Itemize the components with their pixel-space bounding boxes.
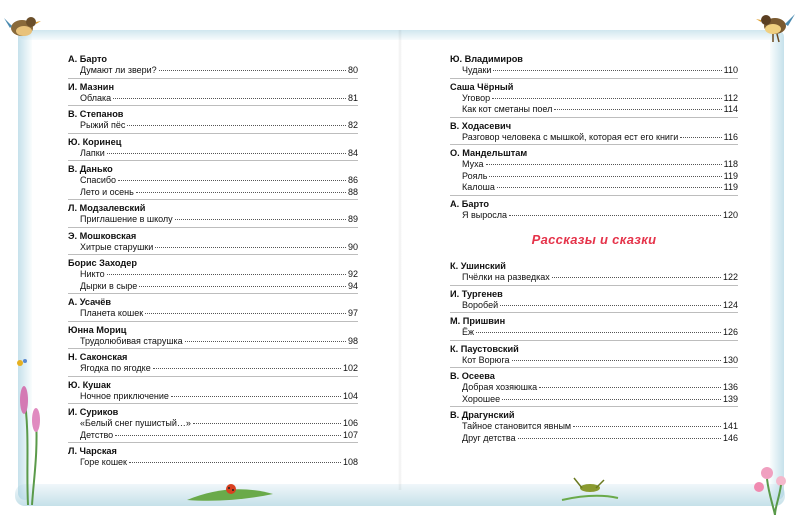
page-number: 102 xyxy=(342,363,358,373)
dot-leader xyxy=(127,125,346,126)
author-block xyxy=(450,285,738,312)
page-number: 146 xyxy=(722,432,738,443)
author-name: А. Барто xyxy=(450,198,489,209)
author-name: М. Пришвин xyxy=(450,316,506,326)
toc-entry[interactable] xyxy=(450,272,738,284)
author-name: К. Ушинский xyxy=(450,261,506,271)
dot-leader xyxy=(171,396,341,397)
author-name: Борис Заходер xyxy=(68,258,137,268)
entry-title: Ёж xyxy=(462,327,475,337)
dot-leader xyxy=(539,387,721,388)
entry-title: Чудаки xyxy=(462,65,492,75)
page-number: 112 xyxy=(723,92,738,103)
author-block xyxy=(68,321,358,348)
author-name: И. Суриков xyxy=(68,407,119,417)
dot-leader xyxy=(153,368,341,369)
page-number: 107 xyxy=(342,429,358,440)
page-number: 88 xyxy=(347,186,358,197)
toc-entry[interactable] xyxy=(68,418,358,430)
entry-title: Пчёлки на разведках xyxy=(462,272,550,282)
dot-leader xyxy=(107,274,346,275)
author-block xyxy=(450,117,738,144)
entry-title: Детство xyxy=(80,429,114,440)
dot-leader xyxy=(185,341,346,342)
dot-leader xyxy=(500,305,721,306)
author-block xyxy=(68,51,358,77)
toc-entry[interactable] xyxy=(68,242,358,254)
page-number: 130 xyxy=(722,354,738,365)
author-name: В. Данько xyxy=(68,164,113,174)
dot-leader xyxy=(175,219,346,220)
dot-leader xyxy=(680,137,721,138)
entry-title: Калоша xyxy=(462,182,495,192)
page-number: 89 xyxy=(347,214,358,224)
author-name: Ю. Коринец xyxy=(68,136,122,147)
author-block xyxy=(450,51,738,77)
toc-entry[interactable] xyxy=(68,336,358,348)
entry-title: Никто xyxy=(80,269,105,279)
dot-leader xyxy=(518,438,721,439)
dot-leader xyxy=(155,247,346,248)
author-block xyxy=(450,340,738,367)
dot-leader xyxy=(552,277,721,278)
page-number: 139 xyxy=(722,393,738,404)
entry-title: Рыжий пёс xyxy=(80,120,126,130)
author-block xyxy=(450,367,738,405)
contents-right-column xyxy=(450,50,738,444)
page-number: 124 xyxy=(722,299,738,310)
toc-entry[interactable] xyxy=(450,300,738,312)
author-name: Л. Чарская xyxy=(68,446,117,456)
toc-entry[interactable] xyxy=(450,210,738,222)
dot-leader xyxy=(502,399,721,400)
entry-title: Лапки xyxy=(80,147,105,158)
toc-entry[interactable] xyxy=(450,421,738,433)
page-number: 119 xyxy=(723,182,738,192)
page-number: 98 xyxy=(347,335,358,346)
toc-entry[interactable] xyxy=(68,120,358,132)
author-block xyxy=(450,258,738,284)
author-name: В. Осеева xyxy=(450,371,495,381)
entry-title: Муха xyxy=(462,159,484,169)
toc-entry[interactable] xyxy=(450,182,738,194)
grasshopper-icon xyxy=(560,474,620,504)
entry-title: Хитрые старушки xyxy=(80,241,154,252)
toc-entry[interactable] xyxy=(68,308,358,320)
flowers-right-icon xyxy=(745,455,800,515)
author-block xyxy=(450,406,738,444)
entry-title: Рояль xyxy=(462,170,488,181)
author-block xyxy=(68,105,358,132)
toc-entry[interactable] xyxy=(450,355,738,367)
toc-entry[interactable] xyxy=(68,391,358,403)
section-heading xyxy=(450,221,738,257)
author-block xyxy=(68,133,358,160)
dot-leader xyxy=(492,98,722,99)
entry-title: Ночное приключение xyxy=(80,390,169,401)
entry-title: Спасибо xyxy=(80,175,117,185)
toc-entry[interactable] xyxy=(450,327,738,339)
entry-title: Как кот сметаны поел xyxy=(462,104,553,114)
author-block xyxy=(68,227,358,254)
page-number: 81 xyxy=(347,92,358,103)
page-number: 82 xyxy=(347,120,358,130)
toc-entry[interactable] xyxy=(68,281,358,293)
author-name: Ю. Владимиров xyxy=(450,54,523,64)
author-name: Л. Модзалевский xyxy=(68,203,146,213)
entry-title: Лето и осень xyxy=(80,186,134,197)
dot-leader xyxy=(145,313,346,314)
dot-leader xyxy=(118,180,346,181)
toc-entry[interactable] xyxy=(450,433,738,445)
page-number: 122 xyxy=(722,272,738,282)
entry-title: Облака xyxy=(80,92,112,103)
dot-leader xyxy=(139,286,346,287)
author-block xyxy=(68,254,358,292)
author-name: В. Драгунский xyxy=(450,410,515,420)
author-block xyxy=(450,78,738,116)
entry-title: Разговор человека с мышкой, которая ест его книги xyxy=(462,131,679,142)
entry-title: Планета кошек xyxy=(80,308,144,318)
page-number: 110 xyxy=(723,65,738,75)
toc-entry[interactable] xyxy=(450,382,738,394)
toc-entry[interactable] xyxy=(68,148,358,160)
author-block xyxy=(450,312,738,339)
toc-entry[interactable] xyxy=(68,65,358,77)
ladybug-leaf-icon xyxy=(185,480,275,504)
toc-entry[interactable] xyxy=(68,430,358,442)
toc-entry[interactable] xyxy=(450,93,738,105)
entry-title: Уговор xyxy=(462,92,491,103)
author-name: О. Мандельштам xyxy=(450,148,528,158)
page-gutter xyxy=(398,30,402,490)
dot-leader xyxy=(193,423,341,424)
toc-entry[interactable] xyxy=(68,93,358,105)
entry-title: Кот Ворюга xyxy=(462,354,510,365)
author-name: А. Барто xyxy=(68,54,107,64)
entry-title: Дырки в сыре xyxy=(80,280,138,291)
author-name: Юнна Мориц xyxy=(68,324,127,335)
page-number: 114 xyxy=(723,104,738,114)
entry-title: Ягодка по ягодке xyxy=(80,363,151,373)
author-block xyxy=(450,144,738,194)
toc-entry[interactable] xyxy=(450,65,738,77)
page-number: 104 xyxy=(342,390,358,401)
dot-leader xyxy=(129,462,341,463)
page-number: 84 xyxy=(347,147,358,158)
author-block xyxy=(68,78,358,105)
author-block xyxy=(68,442,358,469)
entry-title: Приглашение в школу xyxy=(80,214,173,224)
page-number: 97 xyxy=(347,308,358,318)
author-block xyxy=(68,199,358,226)
entry-title: Думают ли звери? xyxy=(80,65,157,75)
entry-title: Хорошее xyxy=(462,393,501,404)
toc-entry[interactable] xyxy=(68,187,358,199)
dot-leader xyxy=(489,176,721,177)
toc-entry[interactable] xyxy=(450,171,738,183)
toc-entry[interactable] xyxy=(450,159,738,171)
page-number: 120 xyxy=(722,209,738,220)
entry-title: Добрая хозяюшка xyxy=(462,382,538,392)
dot-leader xyxy=(554,109,721,110)
author-name: Н. Саконская xyxy=(68,352,128,362)
author-name: Э. Мошковская xyxy=(68,230,137,241)
right-bottom-list xyxy=(450,258,738,444)
page-number: 108 xyxy=(342,457,358,467)
page-number: 94 xyxy=(347,280,358,291)
author-block xyxy=(68,293,358,320)
toc-entry[interactable] xyxy=(68,457,358,469)
toc-entry[interactable] xyxy=(68,269,358,281)
section-heading-text: Рассказы и сказки xyxy=(531,231,657,247)
flowers-left-icon xyxy=(8,355,48,505)
toc-entry[interactable] xyxy=(450,132,738,144)
author-name: Ю. Кушак xyxy=(68,379,111,390)
author-block xyxy=(68,348,358,375)
dot-leader xyxy=(159,70,346,71)
dot-leader xyxy=(486,164,722,165)
page-number: 118 xyxy=(723,159,738,169)
author-name: К. Паустовский xyxy=(450,343,519,354)
bird-top-right-icon xyxy=(755,6,797,44)
toc-entry[interactable] xyxy=(68,214,358,226)
entry-title: «Белый снег пушистый…» xyxy=(80,418,191,428)
dot-leader xyxy=(115,435,341,436)
entry-title: Тайное становится явным xyxy=(462,421,572,431)
author-block xyxy=(68,403,358,441)
right-top-list xyxy=(450,51,738,221)
page-number: 92 xyxy=(347,269,358,279)
author-block xyxy=(68,160,358,198)
entry-title: Друг детства xyxy=(462,432,516,443)
bird-top-left-icon xyxy=(2,8,42,44)
page-number: 80 xyxy=(347,65,358,75)
page-number: 126 xyxy=(722,327,738,337)
entry-title: Я выросла xyxy=(462,209,508,220)
dot-leader xyxy=(113,98,346,99)
author-block xyxy=(450,195,738,222)
author-name: А. Усачёв xyxy=(68,297,112,307)
dot-leader xyxy=(136,192,346,193)
author-name: В. Ходасевич xyxy=(450,120,512,131)
page-number: 86 xyxy=(347,175,358,185)
frame-right xyxy=(770,30,784,500)
page-number: 116 xyxy=(723,131,738,142)
dot-leader xyxy=(573,426,721,427)
author-name: И. Тургенев xyxy=(450,288,503,299)
dot-leader xyxy=(509,215,721,216)
toc-entry[interactable] xyxy=(450,104,738,116)
page-number: 119 xyxy=(723,170,738,181)
toc-entry[interactable] xyxy=(450,394,738,406)
page-number: 136 xyxy=(722,382,738,392)
author-name: И. Мазнин xyxy=(68,81,115,92)
dot-leader xyxy=(107,153,346,154)
toc-entry[interactable] xyxy=(68,363,358,375)
toc-entry[interactable] xyxy=(68,175,358,187)
contents-left-column xyxy=(68,50,358,469)
entry-title: Трудолюбивая старушка xyxy=(80,335,183,346)
author-name: В. Степанов xyxy=(68,109,124,119)
dot-leader xyxy=(476,332,721,333)
page-number: 106 xyxy=(342,418,358,428)
dot-leader xyxy=(493,70,721,71)
page-number: 90 xyxy=(347,241,358,252)
entry-title: Горе кошек xyxy=(80,457,127,467)
author-block xyxy=(68,376,358,403)
entry-title: Воробей xyxy=(462,299,499,310)
dot-leader xyxy=(512,360,721,361)
author-name: Саша Чёрный xyxy=(450,81,514,92)
dot-leader xyxy=(497,187,722,188)
page-number: 141 xyxy=(722,421,738,431)
